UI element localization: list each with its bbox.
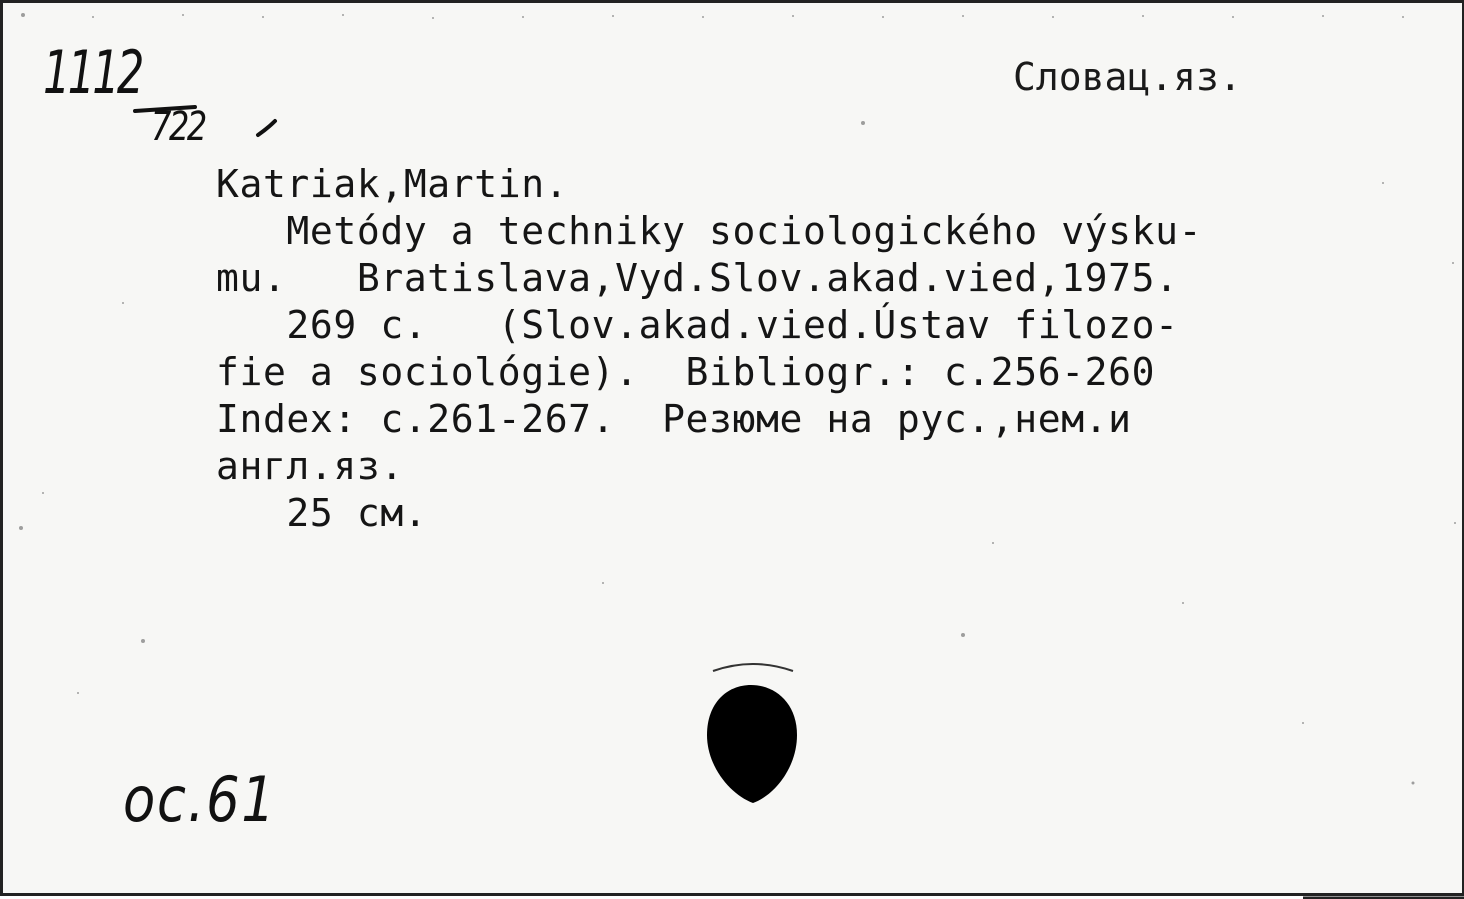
entry-line-series: fie a sociológie). Bibliogr.: c.256-260 <box>216 350 1156 394</box>
punch-hole <box>703 663 803 813</box>
entry-line-languages: англ.яз. <box>216 444 404 488</box>
entry-line-title: Metódy a techniky sociologického výsku- <box>216 209 1203 253</box>
shelf-mark: ос.61 <box>123 763 277 836</box>
subject-heading: Словац.яз. <box>1013 55 1242 99</box>
bibliographic-entry <box>216 161 1456 537</box>
call-number <box>43 38 283 163</box>
call-number-top: 1112 <box>43 38 142 108</box>
entry-line-pages: 269 c. (Slov.akad.vied.Ústav filozo- <box>216 303 1179 347</box>
entry-line-imprint: mu. Bratislava,Vyd.Slov.akad.vied,1975. <box>216 256 1179 300</box>
call-number-bottom: 722 <box>151 104 205 150</box>
entry-line-size: 25 см. <box>216 491 428 535</box>
entry-line-author: Katriak,Martin. <box>216 162 569 206</box>
entry-line-index: Index: c.261-267. Резюме на рус.,нем.и <box>216 397 1132 441</box>
